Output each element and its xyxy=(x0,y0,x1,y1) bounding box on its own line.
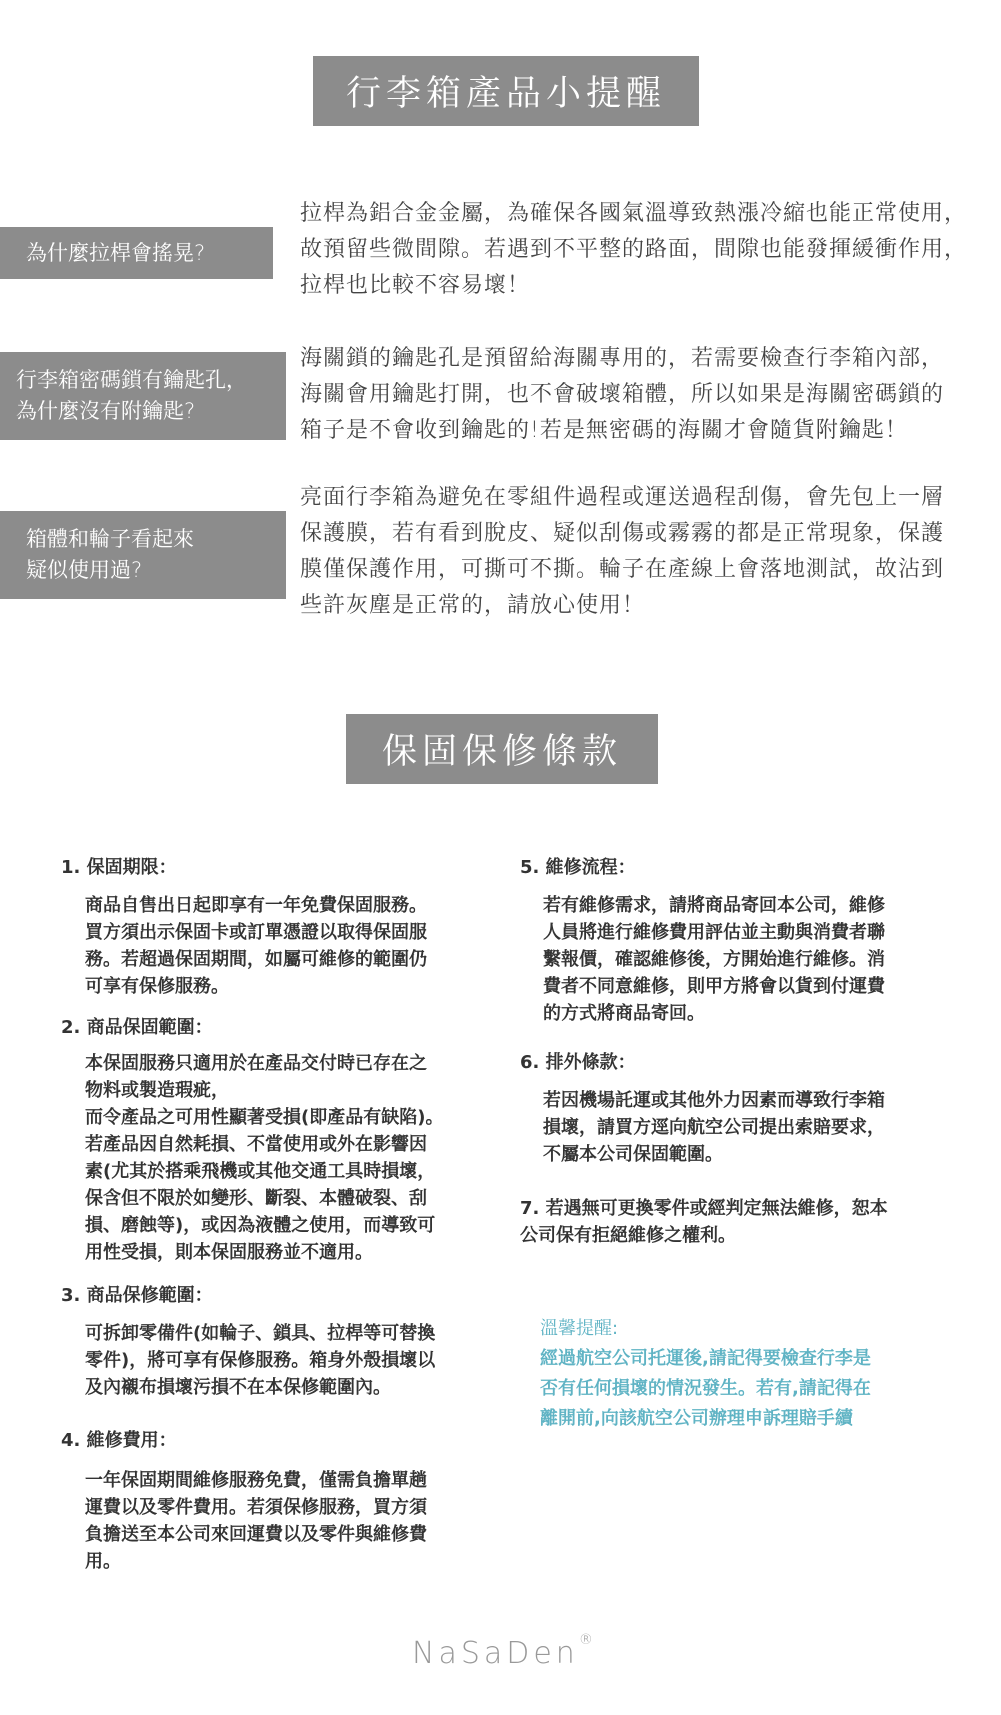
faq-question-3 xyxy=(0,511,286,599)
term-line: 可享有保修服務。 xyxy=(85,976,229,997)
term-4-title: 4. 維修費用： xyxy=(61,1430,177,1451)
term-line: 商品自售出日起即享有一年免費保固服務。 xyxy=(85,895,427,916)
term-line: 素(尤其於搭乘飛機或其他交通工具時損壞， xyxy=(85,1161,436,1182)
reminder-note xyxy=(540,1314,871,1434)
term-line: 負擔送至本公司來回運費以及零件與維修費 xyxy=(85,1524,427,1545)
term-line: 物料或製造瑕疵， xyxy=(85,1080,229,1101)
reminder-line: 經過航空公司托運後,請記得要檢查行李是 xyxy=(540,1348,871,1369)
term-3-title: 3. 商品保修範圍： xyxy=(61,1285,213,1306)
faq-question-2 xyxy=(0,352,286,440)
term-2-title: 2. 商品保固範圍： xyxy=(61,1017,213,1038)
faq-answer-line: 箱子是不會收到鑰匙的!若是無密碼的海關才會隨貨附鑰匙！ xyxy=(300,418,908,443)
term-line: 及內襯布損壞污損不在本保修範圍內。 xyxy=(85,1377,391,1398)
term-line: 人員將進行維修費用評估並主動與消費者聯 xyxy=(543,922,885,943)
term-line: 若因機場託運或其他外力因素而導致行李箱 xyxy=(543,1090,885,1111)
registered-mark: ® xyxy=(578,1632,597,1648)
term-6-title: 6. 排外條款： xyxy=(520,1052,636,1073)
term-line: 若有維修需求，請將商品寄回本公司，維修 xyxy=(543,895,885,916)
term-line: 不屬本公司保固範圍。 xyxy=(543,1144,723,1165)
faq-answer-line: 拉桿為鋁合金金屬，為確保各國氣溫導致熱漲冷縮也能正常使用， xyxy=(300,201,968,226)
term-line: 7. 若遇無可更換零件或經判定無法維修，恕本 xyxy=(520,1198,888,1219)
term-line: 零件)，將可享有保修服務。箱身外殼損壞以 xyxy=(85,1350,436,1371)
term-line: 保含但不限於如變形、斷裂、本體破裂、刮 xyxy=(85,1188,427,1209)
term-line: 用。 xyxy=(85,1551,121,1572)
term-line: 的方式將商品寄回。 xyxy=(543,1003,705,1024)
term-line: 用性受損，則本保固服務並不適用。 xyxy=(85,1242,373,1263)
faq-answer-2 xyxy=(300,341,1000,449)
faq-answer-1 xyxy=(300,196,1000,304)
faq-question-1 xyxy=(0,227,273,279)
term-1-title: 1. 保固期限： xyxy=(61,857,177,878)
faq-question-1-line: 為什麼拉桿會搖晃? xyxy=(26,240,206,265)
faq-answer-line: 膜僅保護作用，可撕可不撕。輪子在產線上會落地測試，故沾到 xyxy=(300,557,945,582)
term-4-body xyxy=(85,1467,427,1575)
term-line: 損、磨蝕等)，或因為液體之使用，而導致可 xyxy=(85,1215,436,1236)
reminder-line: 否有任何損壞的情況發生。若有,請記得在 xyxy=(540,1378,871,1399)
section-title-warranty-terms: 保固保修條款 xyxy=(346,714,658,784)
brand-logo-text: NaSaDen xyxy=(412,1636,579,1671)
reminder-title: 溫馨提醒: xyxy=(540,1318,619,1339)
faq-question-2-line: 為什麼沒有附鑰匙? xyxy=(16,399,196,423)
term-line: 本保固服務只適用於在產品交付時已存在之 xyxy=(85,1053,427,1074)
term-2-body xyxy=(85,1050,443,1266)
term-line: 可拆卸零備件(如輪子、鎖具、拉桿等可替換 xyxy=(85,1323,436,1344)
term-line: 損壞，請買方逕向航空公司提出索賠要求， xyxy=(543,1117,885,1138)
faq-answer-line: 海關鎖的鑰匙孔是預留給海關專用的，若需要檢查行李箱內部， xyxy=(300,346,945,371)
brand-logo xyxy=(412,1632,597,1686)
term-line: 而令產品之可用性顯著受損(即產品有缺陷)。 xyxy=(85,1107,444,1128)
term-line: 運費以及零件費用。若須保修服務，買方須 xyxy=(85,1497,427,1518)
term-line: 若產品因自然耗損、不當使用或外在影響因 xyxy=(85,1134,427,1155)
term-6-body xyxy=(543,1087,885,1168)
term-1-body xyxy=(85,892,427,1000)
faq-question-2-line: 行李箱密碼鎖有鑰匙孔， xyxy=(16,368,247,392)
term-line: 公司保有拒絕維修之權利。 xyxy=(520,1225,736,1246)
term-5-title: 5. 維修流程： xyxy=(520,857,636,878)
faq-answer-line: 亮面行李箱為避免在零組件過程或運送過程刮傷，會先包上一層 xyxy=(300,485,945,510)
faq-answer-3 xyxy=(300,480,1000,624)
term-5-body xyxy=(543,892,885,1027)
faq-question-3-line: 疑似使用過? xyxy=(26,558,143,582)
term-line: 一年保固期間維修服務免費，僅需負擔單趟 xyxy=(85,1470,427,1491)
reminder-line: 離開前,向該航空公司辦理申訴理賠手續 xyxy=(540,1408,853,1429)
faq-answer-line: 拉桿也比較不容易壞！ xyxy=(300,273,531,298)
faq-answer-line: 保護膜，若有看到脫皮、疑似刮傷或霧霧的都是正常現象，保護 xyxy=(300,521,945,546)
faq-answer-line: 海關會用鑰匙打開，也不會破壞箱體，所以如果是海關密碼鎖的 xyxy=(300,382,945,407)
term-line: 務。若超過保固期間，如屬可維修的範圍仍 xyxy=(85,949,427,970)
term-line: 費者不同意維修，則甲方將會以貨到付運費 xyxy=(543,976,885,997)
section-title-product-tips: 行李箱產品小提醒 xyxy=(313,56,699,126)
term-line: 繫報價，確認維修後，方開始進行維修。消 xyxy=(543,949,885,970)
faq-answer-line: 些許灰塵是正常的，請放心使用！ xyxy=(300,593,646,618)
term-7-body xyxy=(520,1195,888,1249)
faq-question-3-line: 箱體和輪子看起來 xyxy=(26,527,194,551)
term-3-body xyxy=(85,1320,435,1401)
term-line: 買方須出示保固卡或訂單憑證以取得保固服 xyxy=(85,922,427,943)
faq-answer-line: 故預留些微間隙。若遇到不平整的路面，間隙也能發揮緩衝作用， xyxy=(300,237,968,262)
